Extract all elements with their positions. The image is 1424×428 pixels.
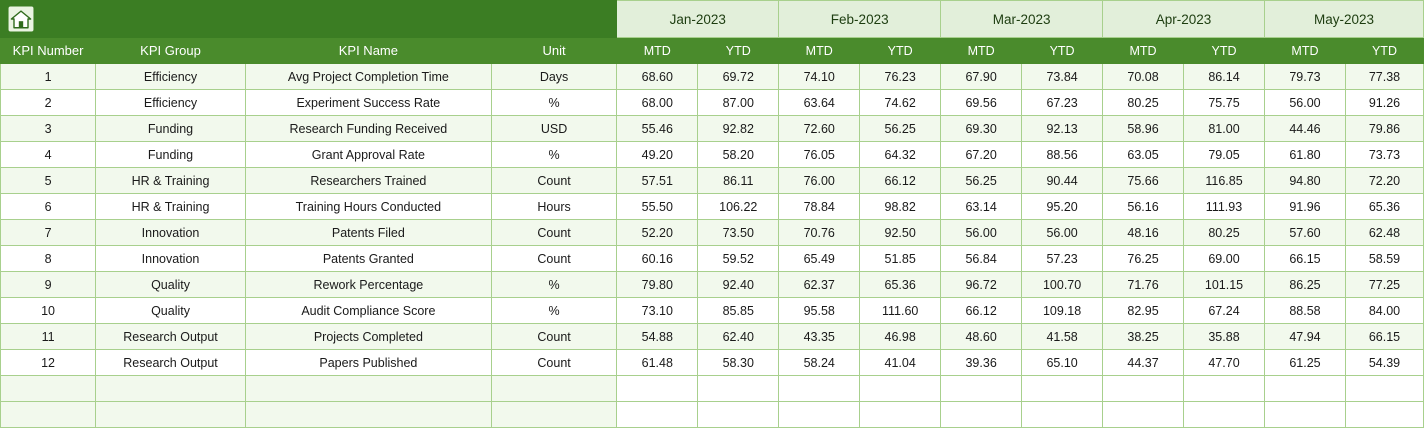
cell-kpi-group: Funding [96, 142, 246, 168]
table-row [1, 220, 1424, 246]
cell-value: 79.86 [1345, 116, 1423, 142]
cell-unit: Count [491, 220, 616, 246]
cell-value: 90.44 [1022, 168, 1103, 194]
month-header-jan: Jan-2023 [617, 1, 779, 38]
cell-empty [779, 376, 860, 402]
table-row [1, 142, 1424, 168]
cell-unit: Count [491, 350, 616, 376]
cell-kpi-group: Efficiency [96, 64, 246, 90]
cell-value: 100.70 [1022, 272, 1103, 298]
cell-unit: USD [491, 116, 616, 142]
cell-value: 35.88 [1184, 324, 1265, 350]
cell-value: 61.25 [1264, 350, 1345, 376]
cell-value: 75.66 [1103, 168, 1184, 194]
cell-value: 88.58 [1264, 298, 1345, 324]
cell-kpi-name: Grant Approval Rate [245, 142, 491, 168]
month-header-feb: Feb-2023 [779, 1, 941, 38]
cell-value: 62.40 [698, 324, 779, 350]
cell-kpi-group: Innovation [96, 246, 246, 272]
cell-unit: % [491, 272, 616, 298]
cell-value: 74.62 [860, 90, 941, 116]
cell-empty [860, 376, 941, 402]
cell-value: 66.15 [1264, 246, 1345, 272]
cell-value: 57.23 [1022, 246, 1103, 272]
cell-value: 94.80 [1264, 168, 1345, 194]
cell-value: 63.05 [1103, 142, 1184, 168]
cell-empty [617, 402, 698, 428]
month-header-apr: Apr-2023 [1103, 1, 1265, 38]
logo-cell [1, 1, 617, 38]
cell-empty [1264, 376, 1345, 402]
table-row-empty [1, 376, 1424, 402]
cell-value: 76.23 [860, 64, 941, 90]
cell-value: 92.82 [698, 116, 779, 142]
cell-value: 92.50 [860, 220, 941, 246]
column-header-kpi-name: KPI Name [245, 38, 491, 64]
cell-kpi-number: 6 [1, 194, 96, 220]
cell-value: 61.80 [1264, 142, 1345, 168]
cell-empty [1103, 402, 1184, 428]
table-row [1, 350, 1424, 376]
cell-kpi-group: Innovation [96, 220, 246, 246]
table-row [1, 168, 1424, 194]
cell-value: 54.88 [617, 324, 698, 350]
subheader-may-mtd: MTD [1264, 38, 1345, 64]
cell-kpi-name: Patents Filed [245, 220, 491, 246]
cell-kpi-number: 9 [1, 272, 96, 298]
month-header-mar: Mar-2023 [941, 1, 1103, 38]
cell-value: 80.25 [1184, 220, 1265, 246]
cell-value: 95.58 [779, 298, 860, 324]
cell-kpi-number: 1 [1, 64, 96, 90]
cell-value: 76.25 [1103, 246, 1184, 272]
cell-empty [491, 402, 616, 428]
cell-value: 58.30 [698, 350, 779, 376]
cell-value: 62.37 [779, 272, 860, 298]
month-header-row [1, 1, 1424, 38]
cell-value: 116.85 [1184, 168, 1265, 194]
cell-kpi-number: 10 [1, 298, 96, 324]
cell-value: 84.00 [1345, 298, 1423, 324]
cell-empty [1022, 402, 1103, 428]
cell-empty [1103, 376, 1184, 402]
cell-value: 67.24 [1184, 298, 1265, 324]
cell-value: 68.00 [617, 90, 698, 116]
table-row [1, 90, 1424, 116]
cell-kpi-number: 4 [1, 142, 96, 168]
subheader-mar-mtd: MTD [941, 38, 1022, 64]
cell-value: 77.25 [1345, 272, 1423, 298]
cell-empty [941, 402, 1022, 428]
column-header-row [1, 38, 1424, 64]
cell-kpi-group: Funding [96, 116, 246, 142]
cell-value: 76.00 [779, 168, 860, 194]
cell-value: 44.46 [1264, 116, 1345, 142]
cell-empty [96, 402, 246, 428]
cell-kpi-number: 12 [1, 350, 96, 376]
cell-value: 67.20 [941, 142, 1022, 168]
cell-value: 52.20 [617, 220, 698, 246]
cell-value: 70.76 [779, 220, 860, 246]
cell-empty [245, 402, 491, 428]
cell-value: 79.80 [617, 272, 698, 298]
subheader-feb-mtd: MTD [779, 38, 860, 64]
cell-value: 38.25 [1103, 324, 1184, 350]
cell-kpi-number: 3 [1, 116, 96, 142]
cell-kpi-name: Experiment Success Rate [245, 90, 491, 116]
cell-value: 56.16 [1103, 194, 1184, 220]
cell-value: 72.60 [779, 116, 860, 142]
cell-value: 65.10 [1022, 350, 1103, 376]
cell-value: 69.72 [698, 64, 779, 90]
cell-empty [698, 402, 779, 428]
cell-empty [1022, 376, 1103, 402]
kpi-table-body [1, 64, 1424, 428]
cell-value: 48.60 [941, 324, 1022, 350]
cell-value: 41.58 [1022, 324, 1103, 350]
cell-value: 55.50 [617, 194, 698, 220]
cell-empty [941, 376, 1022, 402]
cell-value: 44.37 [1103, 350, 1184, 376]
cell-empty [1, 402, 96, 428]
cell-value: 49.20 [617, 142, 698, 168]
cell-empty [1184, 402, 1265, 428]
cell-empty [96, 376, 246, 402]
column-header-kpi-group: KPI Group [96, 38, 246, 64]
cell-kpi-name: Papers Published [245, 350, 491, 376]
cell-value: 56.84 [941, 246, 1022, 272]
cell-value: 75.75 [1184, 90, 1265, 116]
cell-value: 80.25 [1103, 90, 1184, 116]
table-row [1, 272, 1424, 298]
cell-value: 71.76 [1103, 272, 1184, 298]
cell-empty [1184, 376, 1265, 402]
cell-unit: Count [491, 324, 616, 350]
cell-kpi-number: 11 [1, 324, 96, 350]
cell-value: 69.30 [941, 116, 1022, 142]
column-header-unit: Unit [491, 38, 616, 64]
cell-value: 101.15 [1184, 272, 1265, 298]
cell-empty [1, 376, 96, 402]
cell-empty [1345, 402, 1423, 428]
cell-unit: % [491, 142, 616, 168]
cell-value: 69.56 [941, 90, 1022, 116]
cell-value: 58.59 [1345, 246, 1423, 272]
cell-value: 65.36 [860, 272, 941, 298]
subheader-apr-mtd: MTD [1103, 38, 1184, 64]
cell-value: 43.35 [779, 324, 860, 350]
cell-value: 66.12 [860, 168, 941, 194]
cell-unit: Days [491, 64, 616, 90]
cell-value: 98.82 [860, 194, 941, 220]
cell-kpi-number: 5 [1, 168, 96, 194]
cell-kpi-name: Research Funding Received [245, 116, 491, 142]
table-row-empty [1, 402, 1424, 428]
subheader-apr-ytd: YTD [1184, 38, 1265, 64]
cell-kpi-group: HR & Training [96, 194, 246, 220]
cell-unit: % [491, 298, 616, 324]
cell-value: 55.46 [617, 116, 698, 142]
cell-value: 86.11 [698, 168, 779, 194]
cell-kpi-name: Patents Granted [245, 246, 491, 272]
cell-value: 73.73 [1345, 142, 1423, 168]
cell-value: 56.00 [1022, 220, 1103, 246]
subheader-jan-mtd: MTD [617, 38, 698, 64]
cell-value: 63.14 [941, 194, 1022, 220]
cell-value: 48.16 [1103, 220, 1184, 246]
cell-value: 73.84 [1022, 64, 1103, 90]
cell-unit: Count [491, 246, 616, 272]
cell-value: 46.98 [860, 324, 941, 350]
cell-empty [617, 376, 698, 402]
cell-value: 77.38 [1345, 64, 1423, 90]
cell-value: 66.15 [1345, 324, 1423, 350]
cell-kpi-name: Researchers Trained [245, 168, 491, 194]
cell-value: 73.10 [617, 298, 698, 324]
cell-kpi-name: Avg Project Completion Time [245, 64, 491, 90]
cell-kpi-name: Rework Percentage [245, 272, 491, 298]
cell-empty [779, 402, 860, 428]
cell-kpi-group: Quality [96, 298, 246, 324]
cell-value: 72.20 [1345, 168, 1423, 194]
cell-value: 57.51 [617, 168, 698, 194]
month-header-may: May-2023 [1264, 1, 1423, 38]
table-row [1, 298, 1424, 324]
cell-value: 70.08 [1103, 64, 1184, 90]
cell-value: 81.00 [1184, 116, 1265, 142]
subheader-may-ytd: YTD [1345, 38, 1423, 64]
cell-kpi-group: HR & Training [96, 168, 246, 194]
cell-value: 58.24 [779, 350, 860, 376]
cell-value: 87.00 [698, 90, 779, 116]
cell-value: 41.04 [860, 350, 941, 376]
cell-value: 85.85 [698, 298, 779, 324]
cell-value: 67.90 [941, 64, 1022, 90]
cell-value: 111.60 [860, 298, 941, 324]
cell-value: 68.60 [617, 64, 698, 90]
cell-value: 92.13 [1022, 116, 1103, 142]
cell-value: 56.25 [941, 168, 1022, 194]
cell-value: 51.85 [860, 246, 941, 272]
column-header-kpi-number: KPI Number [1, 38, 96, 64]
table-row [1, 246, 1424, 272]
cell-unit: Hours [491, 194, 616, 220]
cell-value: 69.00 [1184, 246, 1265, 272]
cell-value: 66.12 [941, 298, 1022, 324]
subheader-feb-ytd: YTD [860, 38, 941, 64]
cell-value: 67.23 [1022, 90, 1103, 116]
cell-value: 88.56 [1022, 142, 1103, 168]
cell-value: 56.00 [941, 220, 1022, 246]
subheader-jan-ytd: YTD [698, 38, 779, 64]
cell-empty [1345, 376, 1423, 402]
cell-value: 61.48 [617, 350, 698, 376]
cell-value: 56.00 [1264, 90, 1345, 116]
cell-value: 56.25 [860, 116, 941, 142]
home-icon [3, 1, 39, 37]
cell-value: 95.20 [1022, 194, 1103, 220]
cell-value: 60.16 [617, 246, 698, 272]
table-row [1, 194, 1424, 220]
cell-kpi-name: Audit Compliance Score [245, 298, 491, 324]
cell-kpi-group: Research Output [96, 324, 246, 350]
cell-value: 58.96 [1103, 116, 1184, 142]
table-row [1, 64, 1424, 90]
cell-kpi-number: 7 [1, 220, 96, 246]
cell-empty [1264, 402, 1345, 428]
cell-value: 57.60 [1264, 220, 1345, 246]
cell-kpi-group: Research Output [96, 350, 246, 376]
cell-value: 58.20 [698, 142, 779, 168]
cell-empty [860, 402, 941, 428]
cell-kpi-name: Training Hours Conducted [245, 194, 491, 220]
cell-value: 62.48 [1345, 220, 1423, 246]
cell-value: 47.94 [1264, 324, 1345, 350]
cell-kpi-number: 8 [1, 246, 96, 272]
cell-value: 78.84 [779, 194, 860, 220]
cell-value: 76.05 [779, 142, 860, 168]
cell-value: 47.70 [1184, 350, 1265, 376]
cell-value: 91.96 [1264, 194, 1345, 220]
cell-kpi-group: Efficiency [96, 90, 246, 116]
cell-value: 54.39 [1345, 350, 1423, 376]
table-row [1, 324, 1424, 350]
cell-unit: Count [491, 168, 616, 194]
subheader-mar-ytd: YTD [1022, 38, 1103, 64]
cell-value: 106.22 [698, 194, 779, 220]
cell-empty [491, 376, 616, 402]
cell-kpi-group: Quality [96, 272, 246, 298]
cell-value: 109.18 [1022, 298, 1103, 324]
cell-empty [698, 376, 779, 402]
cell-kpi-name: Projects Completed [245, 324, 491, 350]
cell-value: 65.36 [1345, 194, 1423, 220]
table-row [1, 116, 1424, 142]
cell-value: 86.25 [1264, 272, 1345, 298]
cell-value: 64.32 [860, 142, 941, 168]
cell-value: 82.95 [1103, 298, 1184, 324]
cell-kpi-number: 2 [1, 90, 96, 116]
cell-value: 73.50 [698, 220, 779, 246]
cell-value: 92.40 [698, 272, 779, 298]
cell-value: 91.26 [1345, 90, 1423, 116]
cell-value: 96.72 [941, 272, 1022, 298]
cell-value: 79.73 [1264, 64, 1345, 90]
cell-value: 39.36 [941, 350, 1022, 376]
cell-value: 74.10 [779, 64, 860, 90]
cell-value: 86.14 [1184, 64, 1265, 90]
cell-value: 63.64 [779, 90, 860, 116]
cell-empty [245, 376, 491, 402]
cell-value: 79.05 [1184, 142, 1265, 168]
cell-unit: % [491, 90, 616, 116]
cell-value: 65.49 [779, 246, 860, 272]
cell-value: 111.93 [1184, 194, 1265, 220]
cell-value: 59.52 [698, 246, 779, 272]
